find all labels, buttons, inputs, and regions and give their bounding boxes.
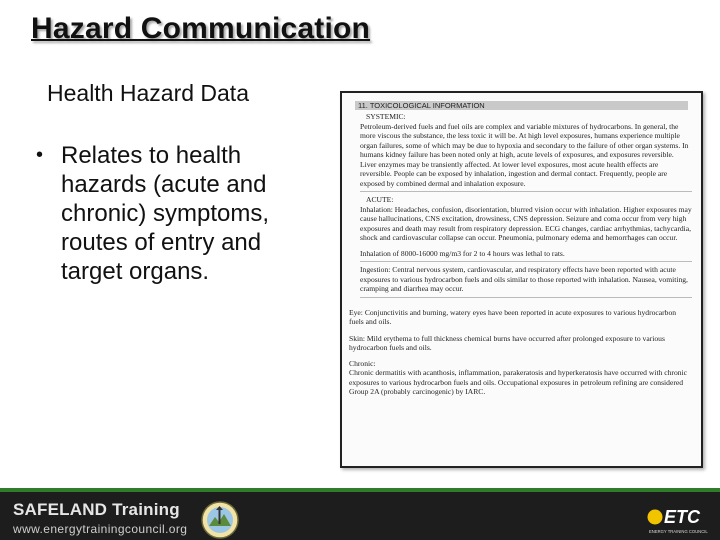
footer-url: www.energytrainingcouncil.org — [13, 522, 188, 536]
acute-section — [360, 195, 692, 262]
etc-logo-icon — [646, 502, 712, 536]
seal-icon — [201, 501, 239, 539]
footer-brand-name: SAFELAND Training — [13, 500, 180, 519]
chronic-text: Chronic dermatitis with acanthosis, inflammation, parakeratosis and hyperkeratosis have occurred with chronic exposures to various hydrocarbon fuels and oils. Occupational exposures in petroleum refining are considered Group 2A (probably carcinogenic) by IARC. — [349, 368, 688, 396]
eye-text: Eye: Conjunctivitis and burning, watery eyes have been reported in acute exposures to various hydrocarbon fuels and oils. — [349, 307, 677, 326]
chronic-heading: Chronic: — [349, 358, 376, 368]
acute-inhalation-dose: Inhalation of 8000-16000 mg/m3 for 2 to 4 hours was lethal to rats. — [360, 248, 565, 258]
toxicological-info-excerpt — [340, 91, 703, 468]
ingestion-section — [360, 265, 692, 298]
etc-logo-subtext: ENERGY TRAINING COUNCIL — [649, 529, 708, 534]
bullet-text: Relates to health hazards (acute and chronic) symptoms, routes of entry and target organs. — [61, 142, 270, 285]
bullet-list — [36, 141, 326, 286]
skin-text: Skin: Mild erythema to full thickness chemical burns have occurred after prolonged exposure to various hydrocarbon fuels and oils. — [349, 333, 665, 352]
acute-heading: ACUTE: — [366, 195, 394, 204]
bullet-marker: • — [36, 144, 44, 166]
systemic-heading: SYSTEMIC: — [366, 112, 406, 121]
doc-header: 11. TOXICOLOGICAL INFORMATION — [355, 101, 688, 110]
systemic-text: Petroleum-derived fuels and fuel oils are complex and variable mixtures of hydrocarbons. In general, the more viscous the substance, the less toxic it will be. At high level exposures, humans experience multiple organ failures, some of which may be due to hypoxia and secondary to the failure of other organ systems. In humans kidney failure has been noted only at high, acute levels of exposures, and exposures reversible. Liver enzymes may be transiently affected. At lower level exposures, most acute health effects are reversible. People can be exposed by inhalation, ingestion and dermal contact. Frequently, people are exposed by combined dermal and inhalation exposure. — [360, 121, 689, 188]
ingestion-text: Ingestion: Central nervous system, cardiovascular, and respiratory effects have been reported with acute exposures to various hydrocarbon fuels and oils similar to those reported with inhalation. Nausea, vomiting, cramping and diarrhea may occur. — [360, 265, 688, 293]
acute-inhalation-text: Inhalation: Headaches, confusion, disorientation, blurred vision occur with inhalation. Higher exposures may cause hallucinations, CNS excitation, drowsiness, CNS depression. Seizure and coma occur from very high exposures and death may result from respiratory depression. ECG changes, cardiac arrhythmias, tachycardia, shock and cardiovascular collapse can occur. Pneumonia, pulmonary edema and hemorrhages can occur. — [360, 204, 692, 242]
footer-accent-line — [0, 488, 720, 492]
effects-section — [349, 308, 692, 400]
slide-subtitle: Health Hazard Data — [47, 80, 249, 106]
systemic-section — [360, 112, 692, 192]
doc-body — [349, 112, 692, 403]
slide-title: Hazard Communication — [31, 12, 371, 45]
etc-logo-text: ETC — [664, 507, 700, 527]
